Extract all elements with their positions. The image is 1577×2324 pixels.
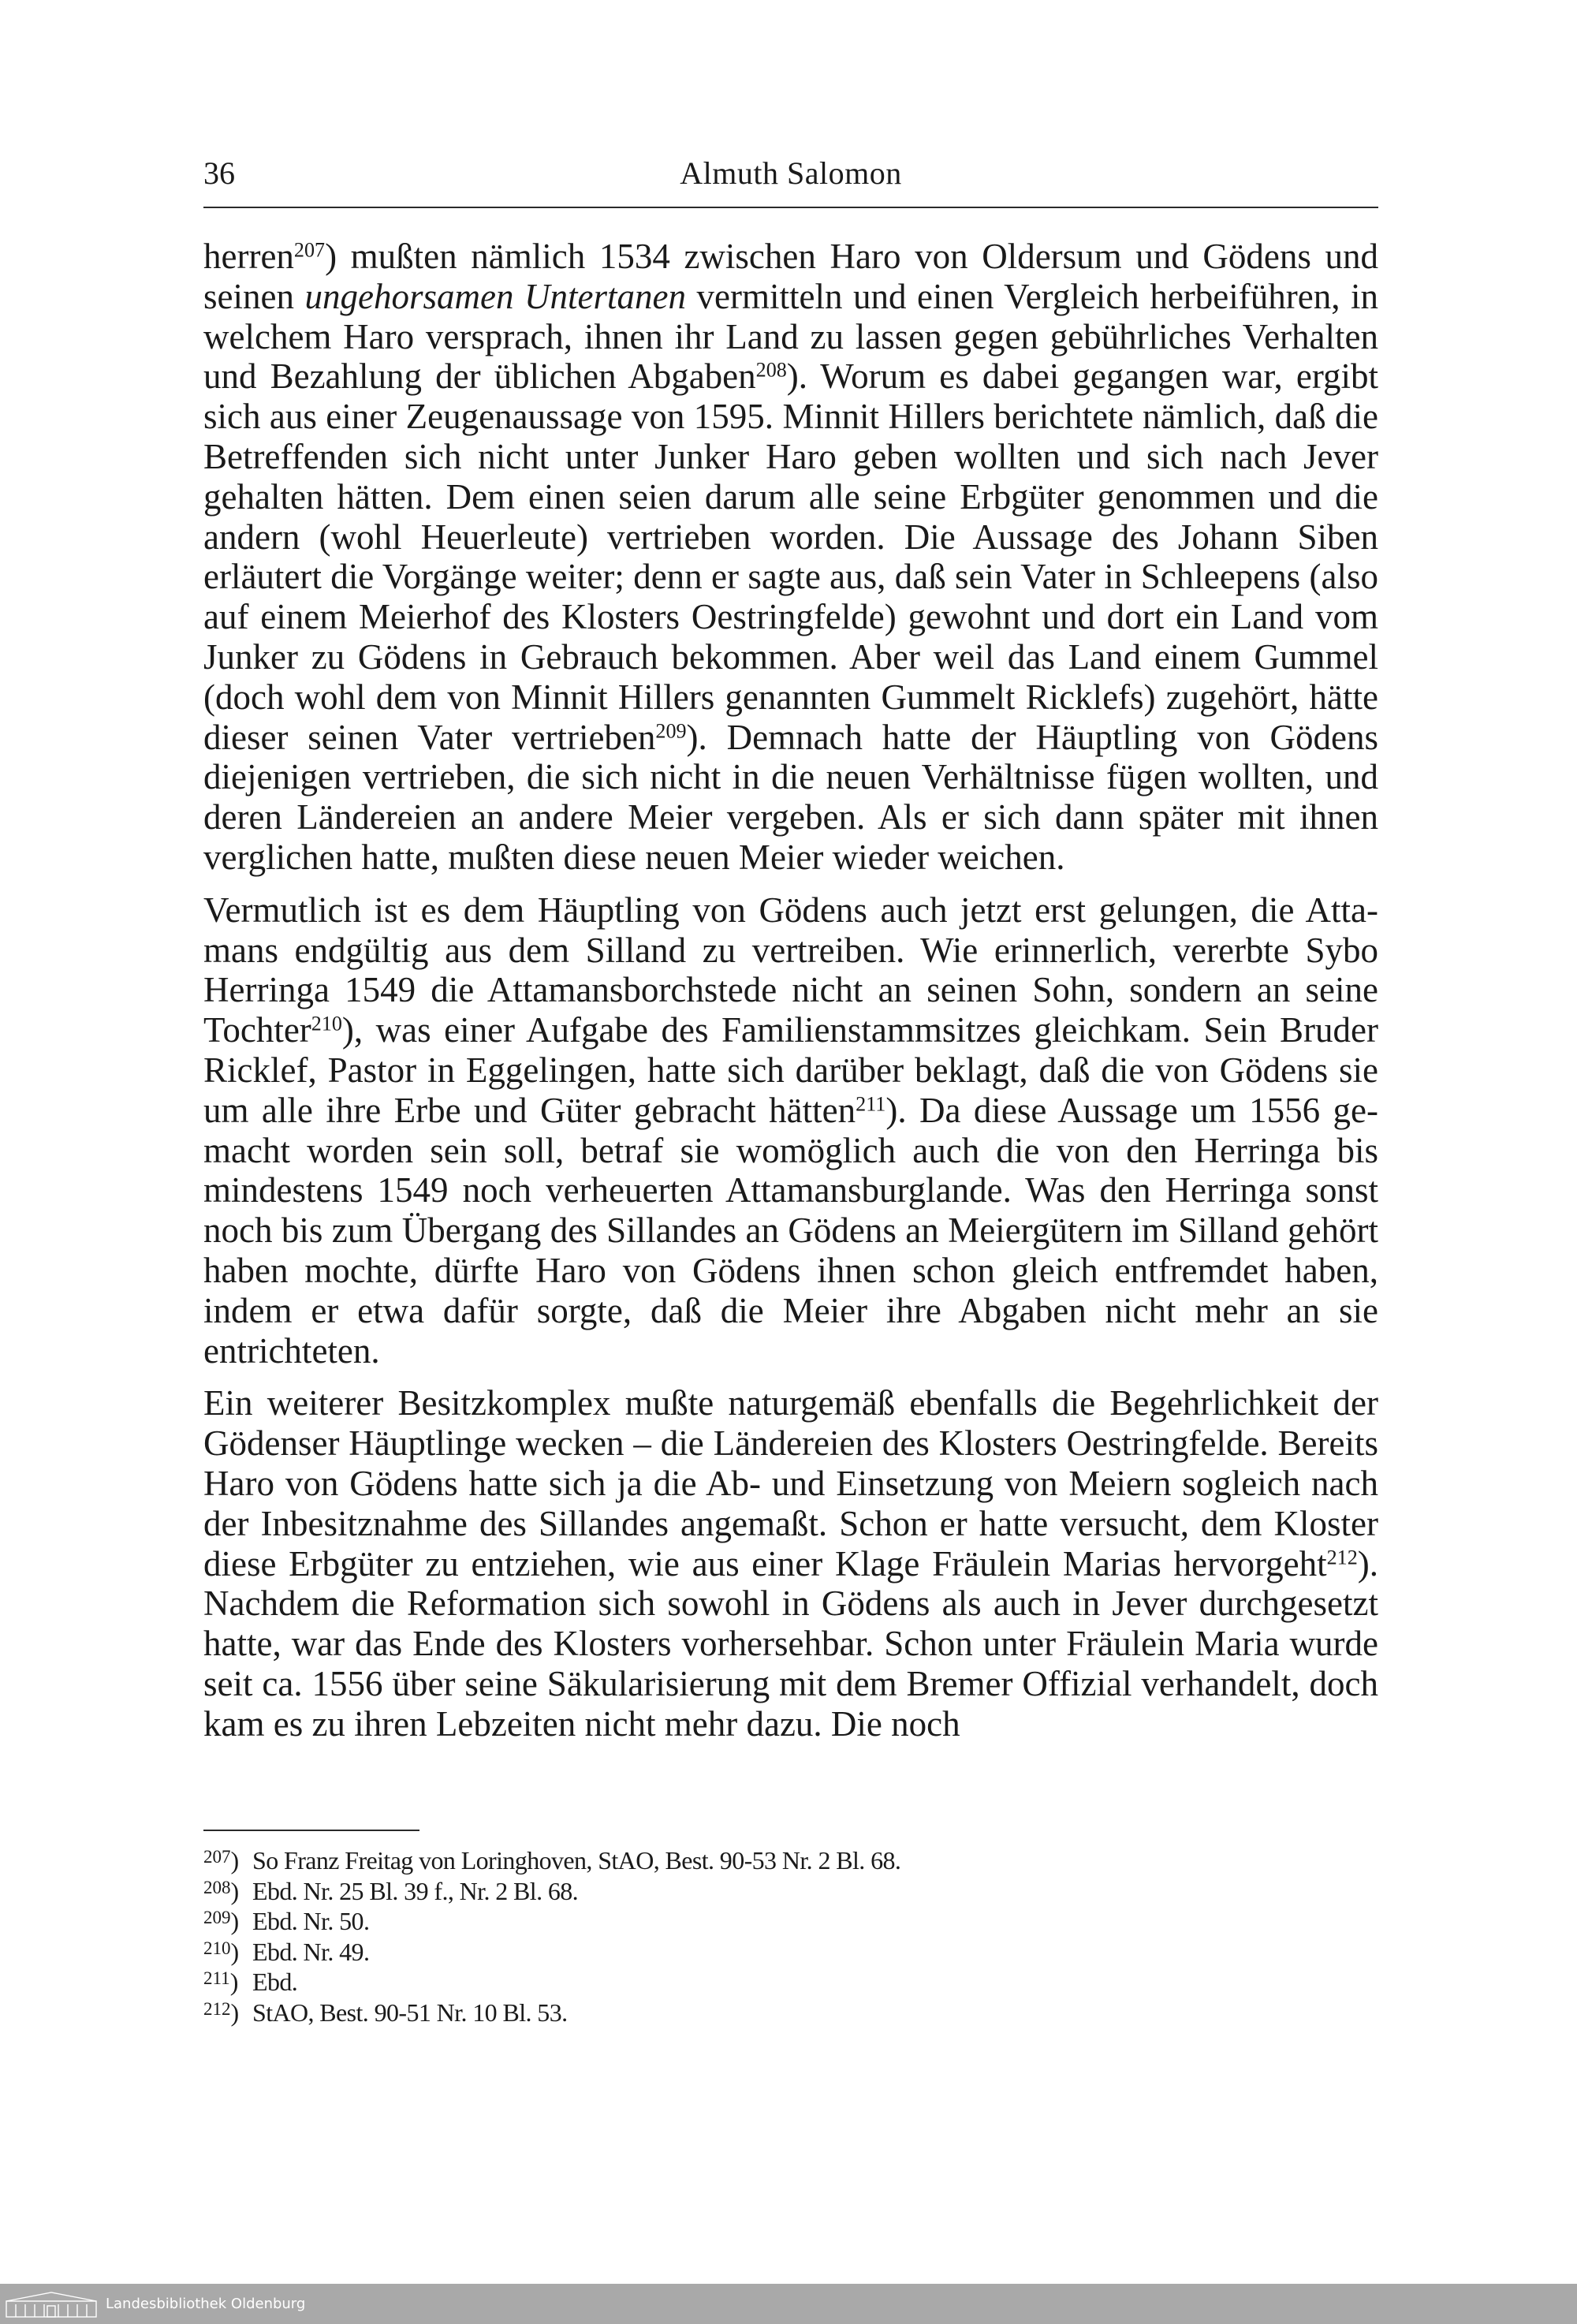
footnote-text: StAO, Best. 90-51 Nr. 10 Bl. 53. [252, 1998, 568, 2027]
body-text [203, 237, 1378, 1756]
footnote-item: $^{208}$) Ebd. Nr. 25 Bl. 39 f., Nr. 2 Bl. 68. [203, 1876, 579, 1905]
footnote-ref-208[interactable]: 208 [755, 359, 787, 382]
footnote-number: 209 [203, 1906, 231, 1927]
footnote-item: $^{212}$) StAO, Best. 90-51 Nr. 10 Bl. 53. [203, 1998, 568, 2027]
paragraph-1: herren$^{207}$) mußten nämlich 1534 zwischen Haro von Oldersum und Gödens und seinen ungehorsamen Untertanen vermitteln und einen Vergleich herbeiführen, in welchem Haro versprach, ihnen ihr Land zu lassen gegen gebührliches Verhalten und Bezahlung der üblichen Abgaben$^{208}$). Worum es dabei gegangen war, ergibt sich aus einer Zeugenaussage von 1595. Minnit Hillers berichtete nämlich, daß die Betreffenden sich nicht unter Junker Haro geben wollten und sich nach Jever gehalten hätten. Dem einen seien darum alle seine Erbgüter genommen und die andern (wohl Heuerleute) vertrieben worden. Die Aussage des Johann Siben erläutert die Vorgänge weiter; denn er sagte aus, daß sein Vater in Schleepens (also auf einem Meierhof des Klosters Oestringfelde) gewohnt und dort ein Land vom Junker zu Gödens in Gebrauch bekommen. Aber weil das Land einem Gummel (doch wohl dem von Minnit Hillers genannten Gummelt Ricklefs) zugehört, hätte dieser seinen Vater vertrieben$^{209}$). Demnach hatte der Häuptling von Gödens diejenigen vertrieben, die sich nicht in die neuen Verhältnisse fügen wollten, und deren Ländereien an andere Meier vergeben. Als er sich dann später mit ihnen verglichen hatte, mußten diese neuen Meier wieder weichen. [203, 237, 1378, 877]
footnote-number: 207 [203, 1845, 231, 1867]
footnote-item: $^{211}$) Ebd. [203, 1967, 298, 1996]
footnotes [203, 1845, 1378, 2027]
footnote-text: Ebd. Nr. 50. [252, 1907, 370, 1935]
library-footer-bar [0, 2284, 1577, 2324]
library-name: Landesbibliothek Oldenburg [106, 2296, 306, 2312]
footnote-rule [203, 1830, 419, 1831]
footnote-text: Ebd. Nr. 25 Bl. 39 f., Nr. 2 Bl. 68. [252, 1876, 579, 1905]
page-header [203, 155, 1378, 202]
footnote-ref-212[interactable]: 212 [1326, 1546, 1358, 1569]
header-rule [203, 207, 1378, 208]
running-head-author: Almuth Salomon [680, 155, 902, 191]
paragraph-3: Ein weiterer Besitzkomplex mußte naturgemäß ebenfalls die Begehrlichkeit der Gödenser Häuptlinge wecken – die Ländereien des Klosters Oestringfelde. Bereits Haro von Gödens hatte sich ja die Ab- und Einsetzung von Meiern sogleich nach der Inbesitznahme des Sillandes angemaßt. Schon er hatte versucht, dem Kloster diese Erbgüter zu entziehen, wie aus einer Klage Fräulein Marias hervorgeht$^{212}$). Nachdem die Reformation sich sowohl in Gödens als auch in Jever durchgesetzt hatte, war das Ende des Klosters vorhersehbar. Schon unter Fräulein Maria wurde seit ca. 1556 über seine Säkularisierung mit dem Bremer Offizial verhandelt, doch kam es zu ihren Lebzeiten nicht mehr dazu. Die noch [203, 1383, 1378, 1744]
footnote-item: $^{207}$) So Franz Freitag von Loringhoven, StAO, Best. 90-53 Nr. 2 Bl. 68. [203, 1845, 901, 1874]
footnote-text: Ebd. [252, 1968, 298, 1996]
footnote-number: 210 [203, 1937, 231, 1958]
emphasis-text: ungehorsamen Untertanen [304, 276, 686, 316]
footnote-ref-210[interactable]: 210 [311, 1012, 342, 1035]
footnote-text: So Franz Freitag von Loringhoven, StAO, Best. 90-53 Nr. 2 Bl. 68. [252, 1846, 901, 1874]
footnote-text: Ebd. Nr. 49. [252, 1937, 370, 1966]
page-number: 36 [203, 155, 235, 191]
footnote-item: $^{209}$) Ebd. Nr. 50. [203, 1906, 370, 1935]
footnote-number: 211 [203, 1967, 230, 1988]
footnote-number: 208 [203, 1876, 231, 1897]
library-building-logo-icon [5, 2290, 98, 2318]
paragraph-2: Vermutlich ist es dem Häuptling von Gödens auch jetzt erst gelungen, die Attamans endgültig aus dem Silland zu vertreiben. Wie erinnerlich, vererbte Sybo Herringa 1549 die Attamansborchstede nicht an seinen Sohn, sondern an seine Tochter$^{210}$), was einer Aufgabe des Familienstammsitzes gleichkam. Sein Bruder Ricklef, Pastor in Eggelingen, hatte sich darüber beklagt, daß die von Gödens sie um alle ihre Erbe und Güter gebracht hätten$^{211}$). Da diese Aussage um 1556 gemacht worden sein soll, betraf sie womöglich auch die von den Herringa bis mindestens 1549 noch verheuerten Attamansburglande. Was den Herringa sonst noch bis zum Übergang des Sillandes an Gödens an Meiergütern im Silland gehört haben mochte, dürfte Haro von Gödens ihnen schon gleich entfremdet haben, indem er etwa dafür sorgte, daß die Meier ihre Abgaben nicht mehr an sie entrichteten. [203, 890, 1378, 1371]
footnote-item: $^{210}$) Ebd. Nr. 49. [203, 1937, 370, 1966]
footnote-ref-207[interactable]: 207 [293, 238, 326, 262]
footnote-number: 212 [203, 1998, 231, 2019]
footnote-ref-209[interactable]: 209 [655, 719, 687, 743]
footnote-ref-211[interactable]: 211 [856, 1092, 886, 1116]
